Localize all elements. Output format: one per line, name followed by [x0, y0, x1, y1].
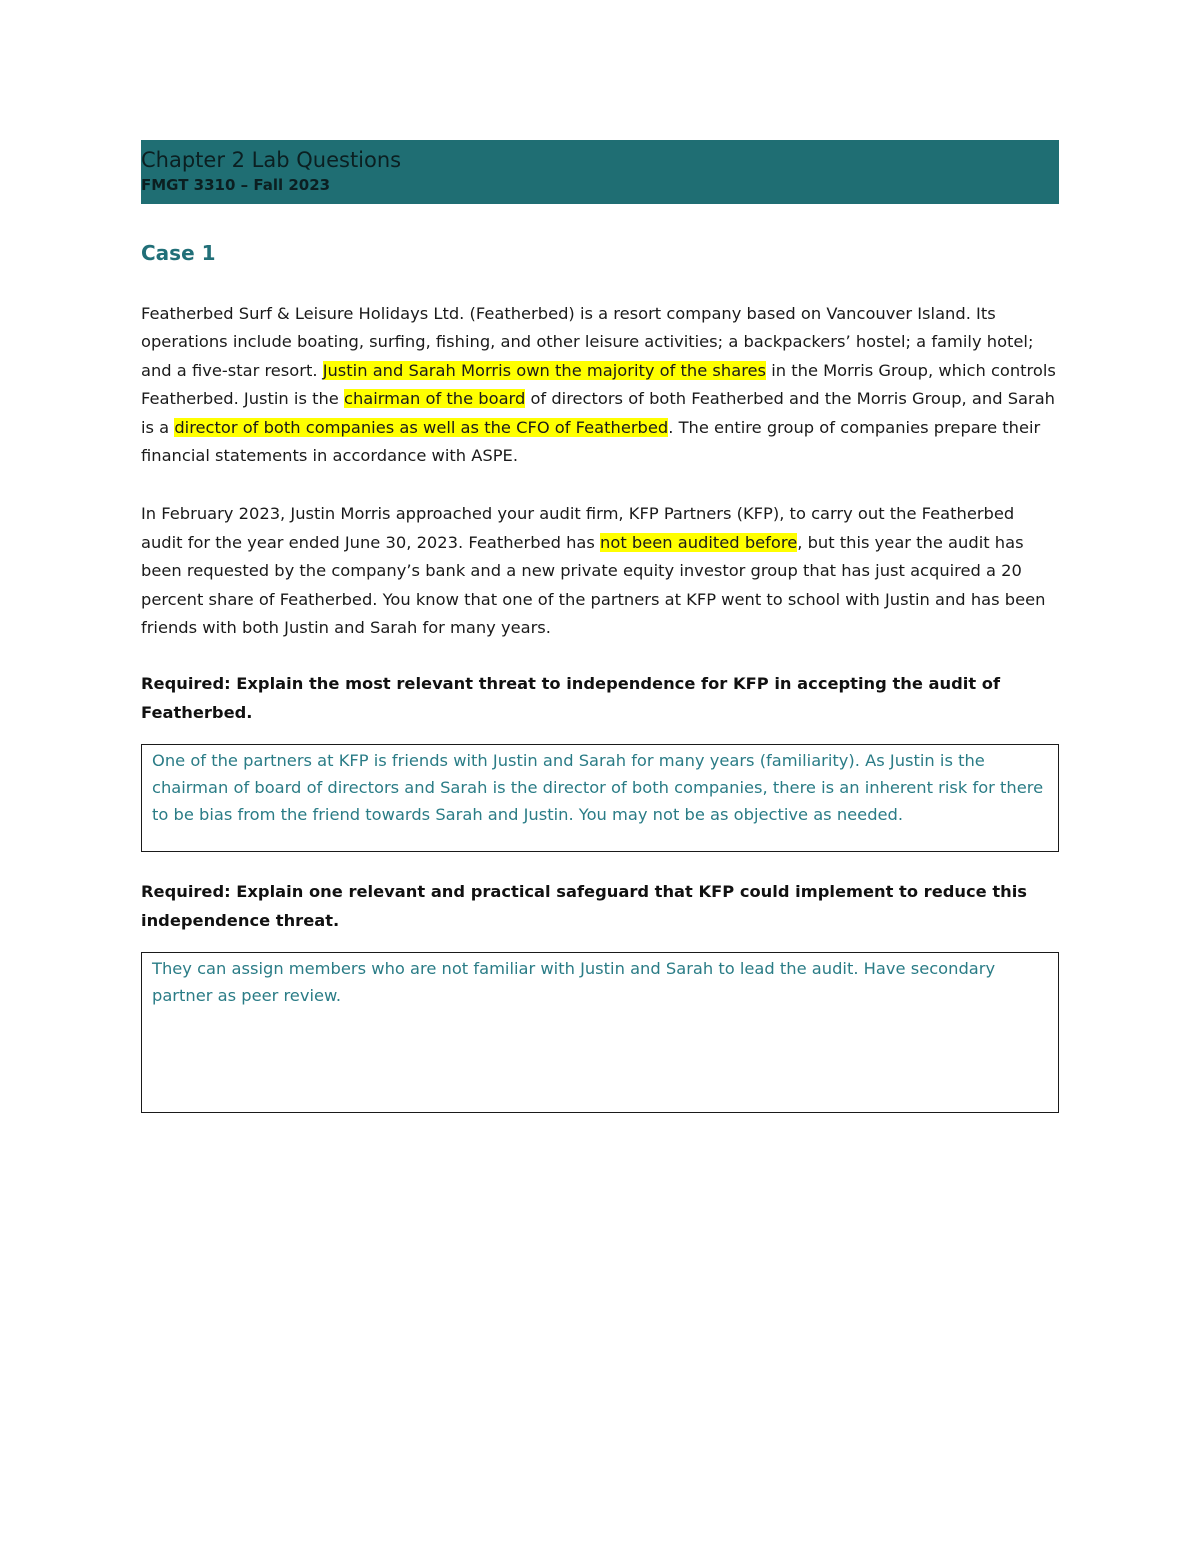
- text-segment: In February 2023, Justin Morris approached your audit firm, KFP Partners (KFP), to carry out the Featherbed audit for the year ended June 30, 2023. Featherbed has: [141, 504, 1015, 552]
- answer-box-2[interactable]: They can assign members who are not familiar with Justin and Sarah to lead the audit. Have secondary partner as peer review.: [141, 952, 1059, 1113]
- case-heading: Case 1: [141, 241, 216, 265]
- document-title: Chapter 2 Lab Questions: [141, 148, 402, 172]
- text-segment: Featherbed Surf & Leisure Holidays Ltd. (Featherbed) is a resort company based on Vancouver Island. Its operations include boating, surfing, fishing, and other leisure activities; a backpackers’ hostel; a family hotel; and a five-star resort.: [141, 304, 1034, 380]
- highlighted-text: not been audited before: [600, 532, 798, 552]
- highlighted-text: Justin and Sarah Morris own the majority of the shares: [322, 360, 767, 380]
- text-segment: , but this year the audit has been requested by the company’s bank and a new private equity investor group that has just acquired a 20 percent share of Featherbed. You know that one of the partners at KFP went to school with Justin and has been friends with both Justin and Sarah for many years.: [141, 532, 1046, 638]
- highlighted-text: chairman of the board: [344, 389, 526, 409]
- case-paragraph-2: [141, 500, 1059, 642]
- answer-box-1[interactable]: One of the partners at KFP is friends with Justin and Sarah for many years (familiarity). As Justin is the chairman of board of directors and Sarah is the director of both companies, there is an inherent risk for there to be bias from the friend towards Sarah and Justin. You may not be as objective as needed.: [141, 744, 1059, 852]
- document-page: [141, 140, 1059, 1113]
- question-1-prompt: Required: Explain the most relevant threat to independence for KFP in accepting the audit of Featherbed.: [141, 674, 1001, 722]
- text-segment: in the Morris Group, which controls Featherbed. Justin is the: [141, 360, 1056, 409]
- text-segment: of directors of both Featherbed and the Morris Group, and Sarah is a: [141, 389, 1056, 437]
- text-segment: . The entire group of companies prepare their financial statements in accordance with ASPE.: [141, 417, 1041, 466]
- question-2-prompt: Required: Explain one relevant and practical safeguard that KFP could implement to reduce this independence threat.: [141, 882, 1027, 930]
- title-banner: [141, 140, 1059, 204]
- highlighted-text: director of both companies as well as the CFO of Featherbed: [174, 417, 669, 437]
- course-subtitle: FMGT 3310 – Fall 2023: [141, 176, 331, 194]
- case-paragraph-1: [141, 300, 1059, 470]
